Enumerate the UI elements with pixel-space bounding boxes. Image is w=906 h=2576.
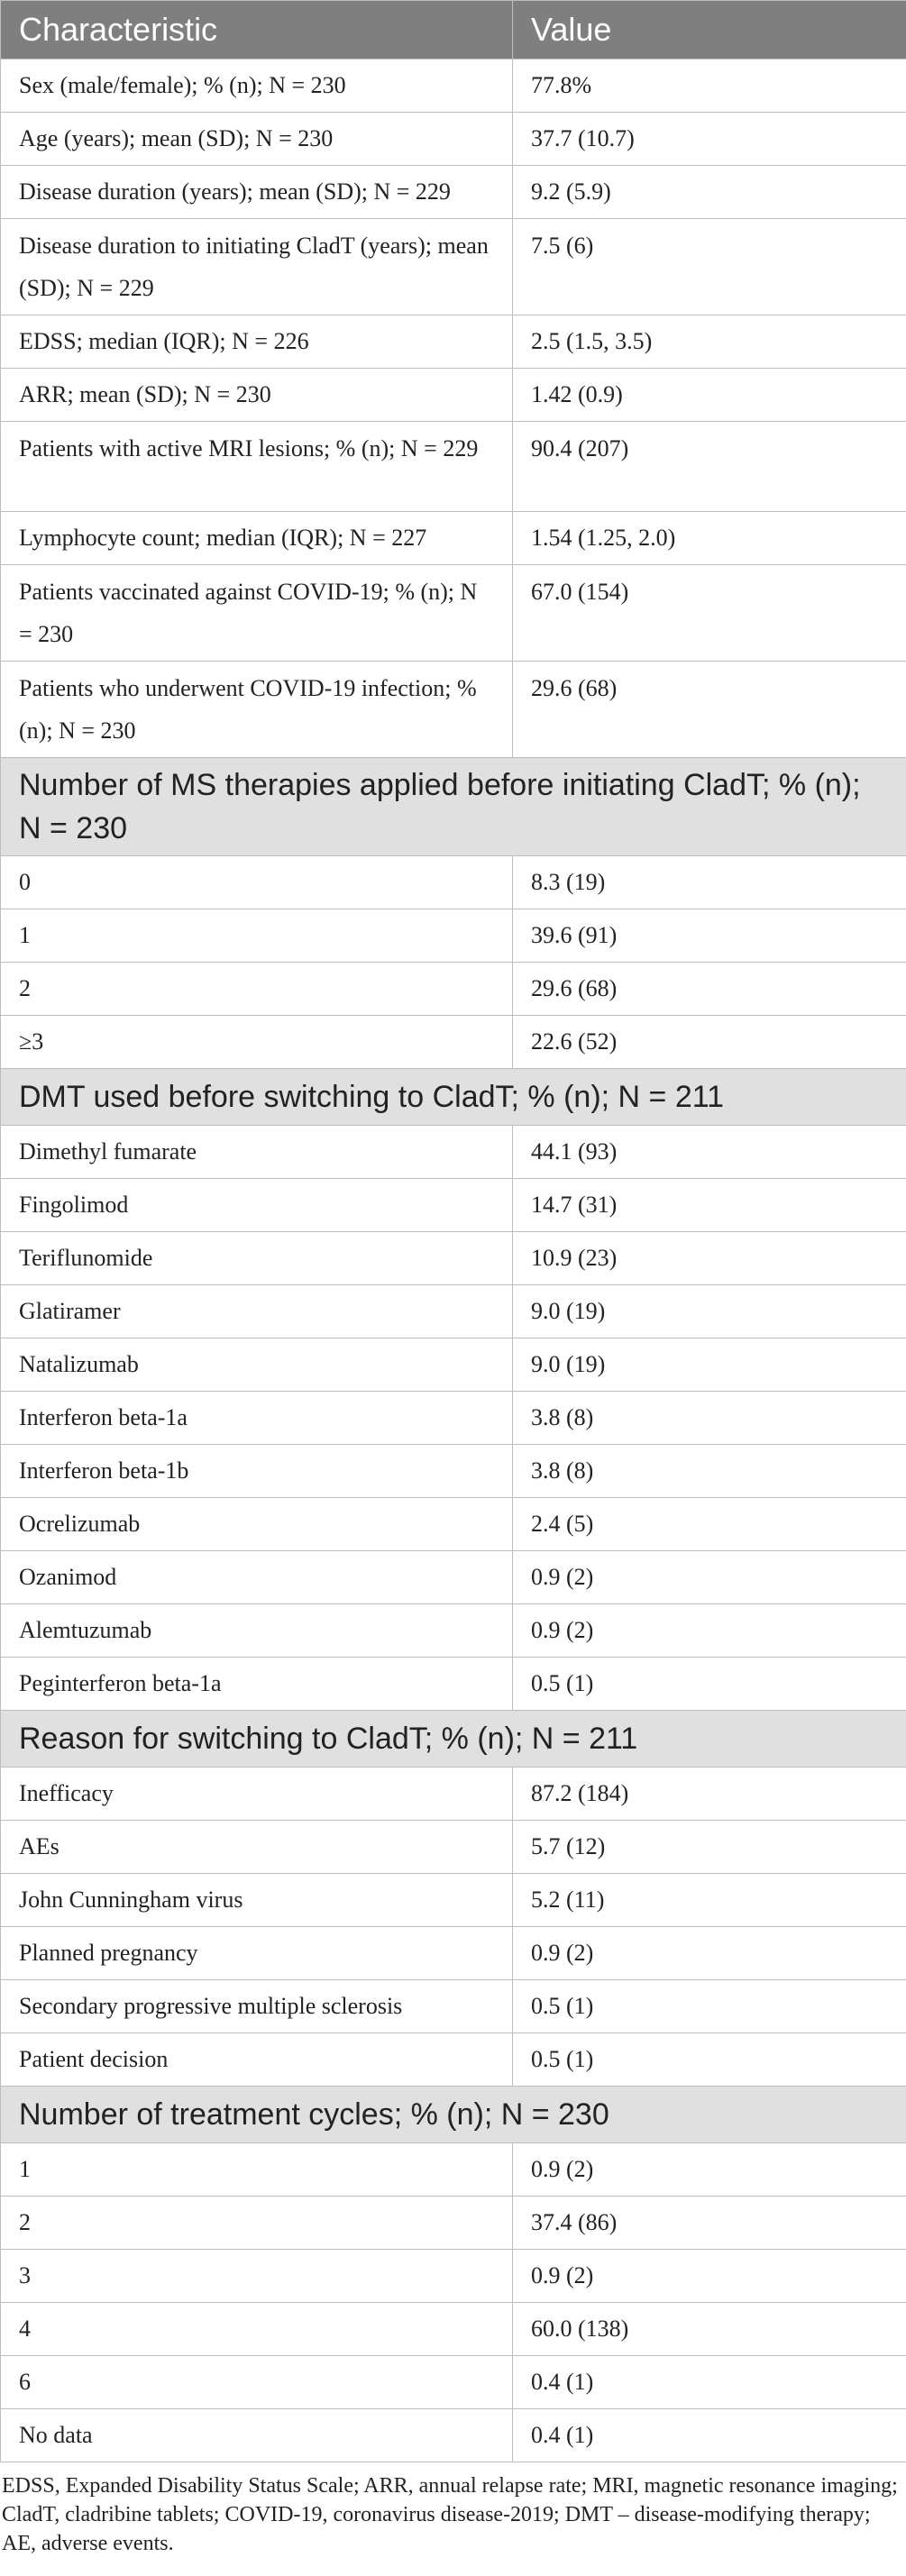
table-row (1, 113, 906, 166)
row-value: 29.6 (68) (513, 662, 906, 758)
table-row (1, 369, 906, 422)
row-label: Dimethyl fumarate (1, 1126, 513, 1179)
row-value: 0.4 (1) (513, 2356, 906, 2409)
section-header-row (1, 1069, 906, 1126)
table-row (1, 2143, 906, 2197)
row-value: 1.54 (1.25, 2.0) (513, 512, 906, 565)
table-row (1, 2250, 906, 2303)
table-row (1, 856, 906, 909)
row-value: 0.9 (2) (513, 1927, 906, 1980)
row-label: 1 (1, 2143, 513, 2197)
row-value: 9.0 (19) (513, 1338, 906, 1392)
table-row (1, 1016, 906, 1069)
header-characteristic: Characteristic (1, 1, 513, 59)
row-value: 0.5 (1) (513, 1658, 906, 1711)
table-header-row (1, 1, 906, 59)
table-row (1, 662, 906, 758)
row-value: 22.6 (52) (513, 1016, 906, 1069)
row-value: 7.5 (6) (513, 219, 906, 315)
row-label: Teriflunomide (1, 1232, 513, 1285)
table-row (1, 2303, 906, 2356)
table-row (1, 1338, 906, 1392)
row-value: 29.6 (68) (513, 963, 906, 1016)
table-row (1, 1285, 906, 1338)
table-row (1, 1927, 906, 1980)
row-label: Lymphocyte count; median (IQR); N = 227 (1, 512, 513, 565)
row-label: Patient decision (1, 2033, 513, 2087)
header-value: Value (513, 1, 906, 59)
row-label: John Cunningham virus (1, 1874, 513, 1927)
row-value: 0.9 (2) (513, 1551, 906, 1604)
row-label: 2 (1, 963, 513, 1016)
row-value: 5.2 (11) (513, 1874, 906, 1927)
row-label: 2 (1, 2197, 513, 2250)
table-row (1, 1821, 906, 1874)
row-label: Ocrelizumab (1, 1498, 513, 1551)
row-label: Sex (male/female); % (n); N = 230 (1, 59, 513, 113)
row-label: Patients who underwent COVID-19 infection; % (n); N = 230 (1, 662, 513, 758)
row-label: AEs (1, 1821, 513, 1874)
section-header-row (1, 1711, 906, 1768)
row-label: 3 (1, 2250, 513, 2303)
table-row (1, 1392, 906, 1445)
row-value: 37.7 (10.7) (513, 113, 906, 166)
row-label: Fingolimod (1, 1179, 513, 1232)
row-value: 0.5 (1) (513, 1980, 906, 2033)
row-value: 37.4 (86) (513, 2197, 906, 2250)
row-value: 87.2 (184) (513, 1768, 906, 1821)
row-value: 9.2 (5.9) (513, 166, 906, 219)
row-value: 0.9 (2) (513, 1604, 906, 1658)
table-row (1, 963, 906, 1016)
table-row (1, 59, 906, 113)
row-label: Inefficacy (1, 1768, 513, 1821)
table-footnote: EDSS, Expanded Disability Status Scale; ARR, annual relapse rate; MRI, magnetic resonance imaging; CladT, cladribine tablets; COVID-19, coronavirus disease-2019; DMT – disease-modifying therapy; AE, adverse events. (2, 2474, 898, 2555)
row-label: No data (1, 2409, 513, 2462)
table-row (1, 2409, 906, 2462)
row-value: 14.7 (31) (513, 1179, 906, 1232)
row-label: Alemtuzumab (1, 1604, 513, 1658)
row-value: 0.9 (2) (513, 2143, 906, 2197)
row-value: 3.8 (8) (513, 1445, 906, 1498)
row-value: 10.9 (23) (513, 1232, 906, 1285)
row-value: 39.6 (91) (513, 909, 906, 963)
row-label: Natalizumab (1, 1338, 513, 1392)
row-value: 9.0 (19) (513, 1285, 906, 1338)
table-row (1, 1179, 906, 1232)
section-header-row (1, 758, 906, 856)
row-label: Interferon beta-1b (1, 1445, 513, 1498)
row-label: Peginterferon beta-1a (1, 1658, 513, 1711)
section-title: Number of MS therapies applied before initiating CladT; % (n); N = 230 (1, 758, 906, 856)
row-value: 5.7 (12) (513, 1821, 906, 1874)
row-value: 3.8 (8) (513, 1392, 906, 1445)
row-label: Patients vaccinated against COVID-19; % (n); N = 230 (1, 565, 513, 662)
table-row (1, 1658, 906, 1711)
row-value: 1.42 (0.9) (513, 369, 906, 422)
table-row (1, 219, 906, 315)
table-row (1, 166, 906, 219)
row-label: Patients with active MRI lesions; % (n); N = 229 (1, 422, 513, 512)
row-value: 0.5 (1) (513, 2033, 906, 2087)
row-value: 8.3 (19) (513, 856, 906, 909)
row-value: 0.4 (1) (513, 2409, 906, 2462)
table-row (1, 422, 906, 512)
row-label: EDSS; median (IQR); N = 226 (1, 315, 513, 369)
table-row (1, 1980, 906, 2033)
section-title: Reason for switching to CladT; % (n); N = 211 (1, 1711, 906, 1768)
row-label: Disease duration (years); mean (SD); N = 229 (1, 166, 513, 219)
row-value: 0.9 (2) (513, 2250, 906, 2303)
table-row (1, 909, 906, 963)
table-row (1, 1126, 906, 1179)
row-label: 0 (1, 856, 513, 909)
row-label: Planned pregnancy (1, 1927, 513, 1980)
row-label: ≥3 (1, 1016, 513, 1069)
table-row (1, 512, 906, 565)
row-value: 2.4 (5) (513, 1498, 906, 1551)
table-row (1, 1874, 906, 1927)
row-value: 77.8% (513, 59, 906, 113)
table-row (1, 565, 906, 662)
table-row (1, 1498, 906, 1551)
row-label: Secondary progressive multiple sclerosis (1, 1980, 513, 2033)
row-label: Ozanimod (1, 1551, 513, 1604)
row-value: 2.5 (1.5, 3.5) (513, 315, 906, 369)
table-row (1, 1604, 906, 1658)
row-label: ARR; mean (SD); N = 230 (1, 369, 513, 422)
table-row (1, 1768, 906, 1821)
table-row (1, 315, 906, 369)
section-header-row (1, 2087, 906, 2143)
row-label: 1 (1, 909, 513, 963)
row-value: 67.0 (154) (513, 565, 906, 662)
row-value: 44.1 (93) (513, 1126, 906, 1179)
table-row (1, 2033, 906, 2087)
section-title: DMT used before switching to CladT; % (n); N = 211 (1, 1069, 906, 1126)
row-label: 6 (1, 2356, 513, 2409)
table-row (1, 1551, 906, 1604)
table-row (1, 1232, 906, 1285)
row-value: 60.0 (138) (513, 2303, 906, 2356)
section-title: Number of treatment cycles; % (n); N = 230 (1, 2087, 906, 2143)
row-label: Interferon beta-1a (1, 1392, 513, 1445)
row-label: Glatiramer (1, 1285, 513, 1338)
row-label: Disease duration to initiating CladT (years); mean (SD); N = 229 (1, 219, 513, 315)
table-row (1, 2356, 906, 2409)
table-row (1, 2197, 906, 2250)
row-value: 90.4 (207) (513, 422, 906, 512)
row-label: Age (years); mean (SD); N = 230 (1, 113, 513, 166)
table-row (1, 1445, 906, 1498)
row-label: 4 (1, 2303, 513, 2356)
